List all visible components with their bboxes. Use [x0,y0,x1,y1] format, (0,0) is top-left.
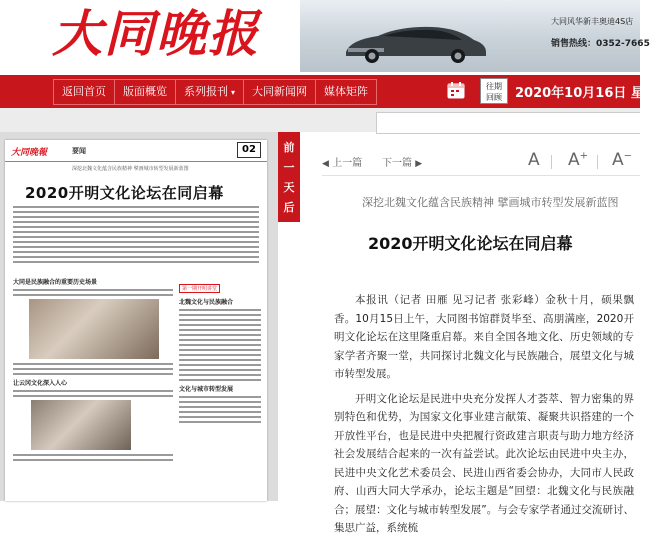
paper-subtitle: 深挖北魏文化蕴含民族精神 擘画城市转型发展新蓝图 [72,166,189,172]
past-issue-button[interactable] [480,78,508,104]
calendar-icon[interactable] [446,80,466,100]
next-article-button[interactable] [382,154,422,169]
chevron-down-icon: ▾ [231,88,236,97]
search-input[interactable] [376,112,640,134]
paper-subheading-2: 北魏文化与民族融合 [179,299,234,306]
day-nav-strip [278,132,300,254]
article-title: 2020开明文化论坛在同启幕 [368,234,573,253]
current-date: 2020年10月16日 星期 [515,86,657,101]
strip-char: 一 [283,221,295,234]
article-subtitle: 深挖北魏文化蕴含民族精神 擘画城市转型发展新蓝图 [362,196,619,209]
article-toolbar [322,146,640,176]
nav-datong-news[interactable]: 大同新闻网 [244,80,316,104]
article-paragraph: 本报讯（记者 田雁 见习记者 张彩峰）金秋十月，硕果飘香。10月15日上午，大同图书馆群贤毕至、高朋满座，2020开明文化论坛在这里隆重启幕。来自全国各地文化、历史领域的专家学者齐聚一堂，共同探讨北魏文化与民族融合，展望文化与城市转型发展。 [334,294,634,380]
article-body [334,291,634,544]
minus-icon: − [623,150,633,162]
article-panel [322,146,640,534]
strip-char: 天 [283,181,295,194]
paper-page-number: 02 [237,142,261,158]
nav-series[interactable] [176,80,244,104]
article-paragraph: 开明文化论坛是民进中央充分发挥人才荟萃、智力密集的界别特色和优势，为国家文化事业建言献策、凝聚共识搭建的一个开放性平台，也是民进中央把履行资政建言职责与助力地方经济社会发展结合起来的一次有益尝试。此次论坛由民进中央主办，民进中央文化艺术委员会、民进山西省委会协办，大同市人民政府、山西大同大学承办，论坛主题是“回望：北魏文化与民族融合；展望：文化与城市转型发展”。与会专家学者通过交流研讨、集思广益，系统梳 [334,392,634,534]
paper-col-right [179,275,261,426]
nav-series-label: 系列报刊 [184,85,228,98]
paper-headline[interactable]: 2020开明文化论坛在同启幕 [25,184,224,202]
next-article-label: 下一篇 [382,158,412,169]
paper-col-left [13,275,173,464]
past-issue-label: 往期 回顾 [486,82,502,102]
font-decrease-letter: A [612,150,624,170]
newspaper-page[interactable] [5,140,267,501]
site-logo[interactable]: 大同晚报 [52,4,260,63]
chevron-right-icon: ▶ [415,159,423,169]
prev-article-button[interactable] [322,154,362,169]
ad-banner[interactable] [300,0,650,72]
font-increase-button[interactable] [568,150,588,170]
paper-tag: 第一期开明讲堂 [179,284,220,293]
site-header [0,0,650,75]
paper-section: 要闻 [72,147,86,155]
toolbar-divider [551,155,552,169]
paper-header [5,140,267,162]
paper-text-lines [13,206,259,266]
strip-char: 一 [283,161,295,174]
toolbar-divider [597,155,598,169]
nav-home[interactable]: 返回首页 [54,80,115,104]
next-day-link[interactable] [278,198,300,258]
article-photo-1 [29,299,159,359]
plus-icon: + [579,150,589,162]
nav-media-matrix[interactable]: 媒体矩阵 [324,85,369,98]
font-decrease-button[interactable] [612,150,632,170]
font-normal-button[interactable]: A [528,150,540,170]
banner-dealer-name: 大同风华新丰奥迪4S店 [551,17,634,26]
previous-day-link[interactable] [278,138,300,198]
paper-subheading-1: 大同是民族融合的重要历史场景 [13,279,98,286]
nav-page-overview[interactable]: 版面概览 [115,80,176,104]
page-thumbnail-panel [0,132,278,501]
prev-article-label: 上一篇 [332,158,363,169]
strip-char: 前 [283,141,295,154]
car-image [340,18,490,64]
paper-logo: 大同晚報 [11,148,48,158]
strip-char: 后 [283,201,295,214]
nav-menu [53,79,377,105]
font-increase-letter: A [568,150,580,170]
paper-subheading-3: 让云冈文化深入人心 [13,380,68,387]
banner-hotline: 销售热线：0352-7665 [551,39,650,49]
chevron-left-icon: ◀ [322,159,329,169]
strip-char: 天 [283,241,295,254]
article-photo-2 [31,400,131,450]
paper-subheading-4: 文化与城市转型发展 [179,386,234,393]
